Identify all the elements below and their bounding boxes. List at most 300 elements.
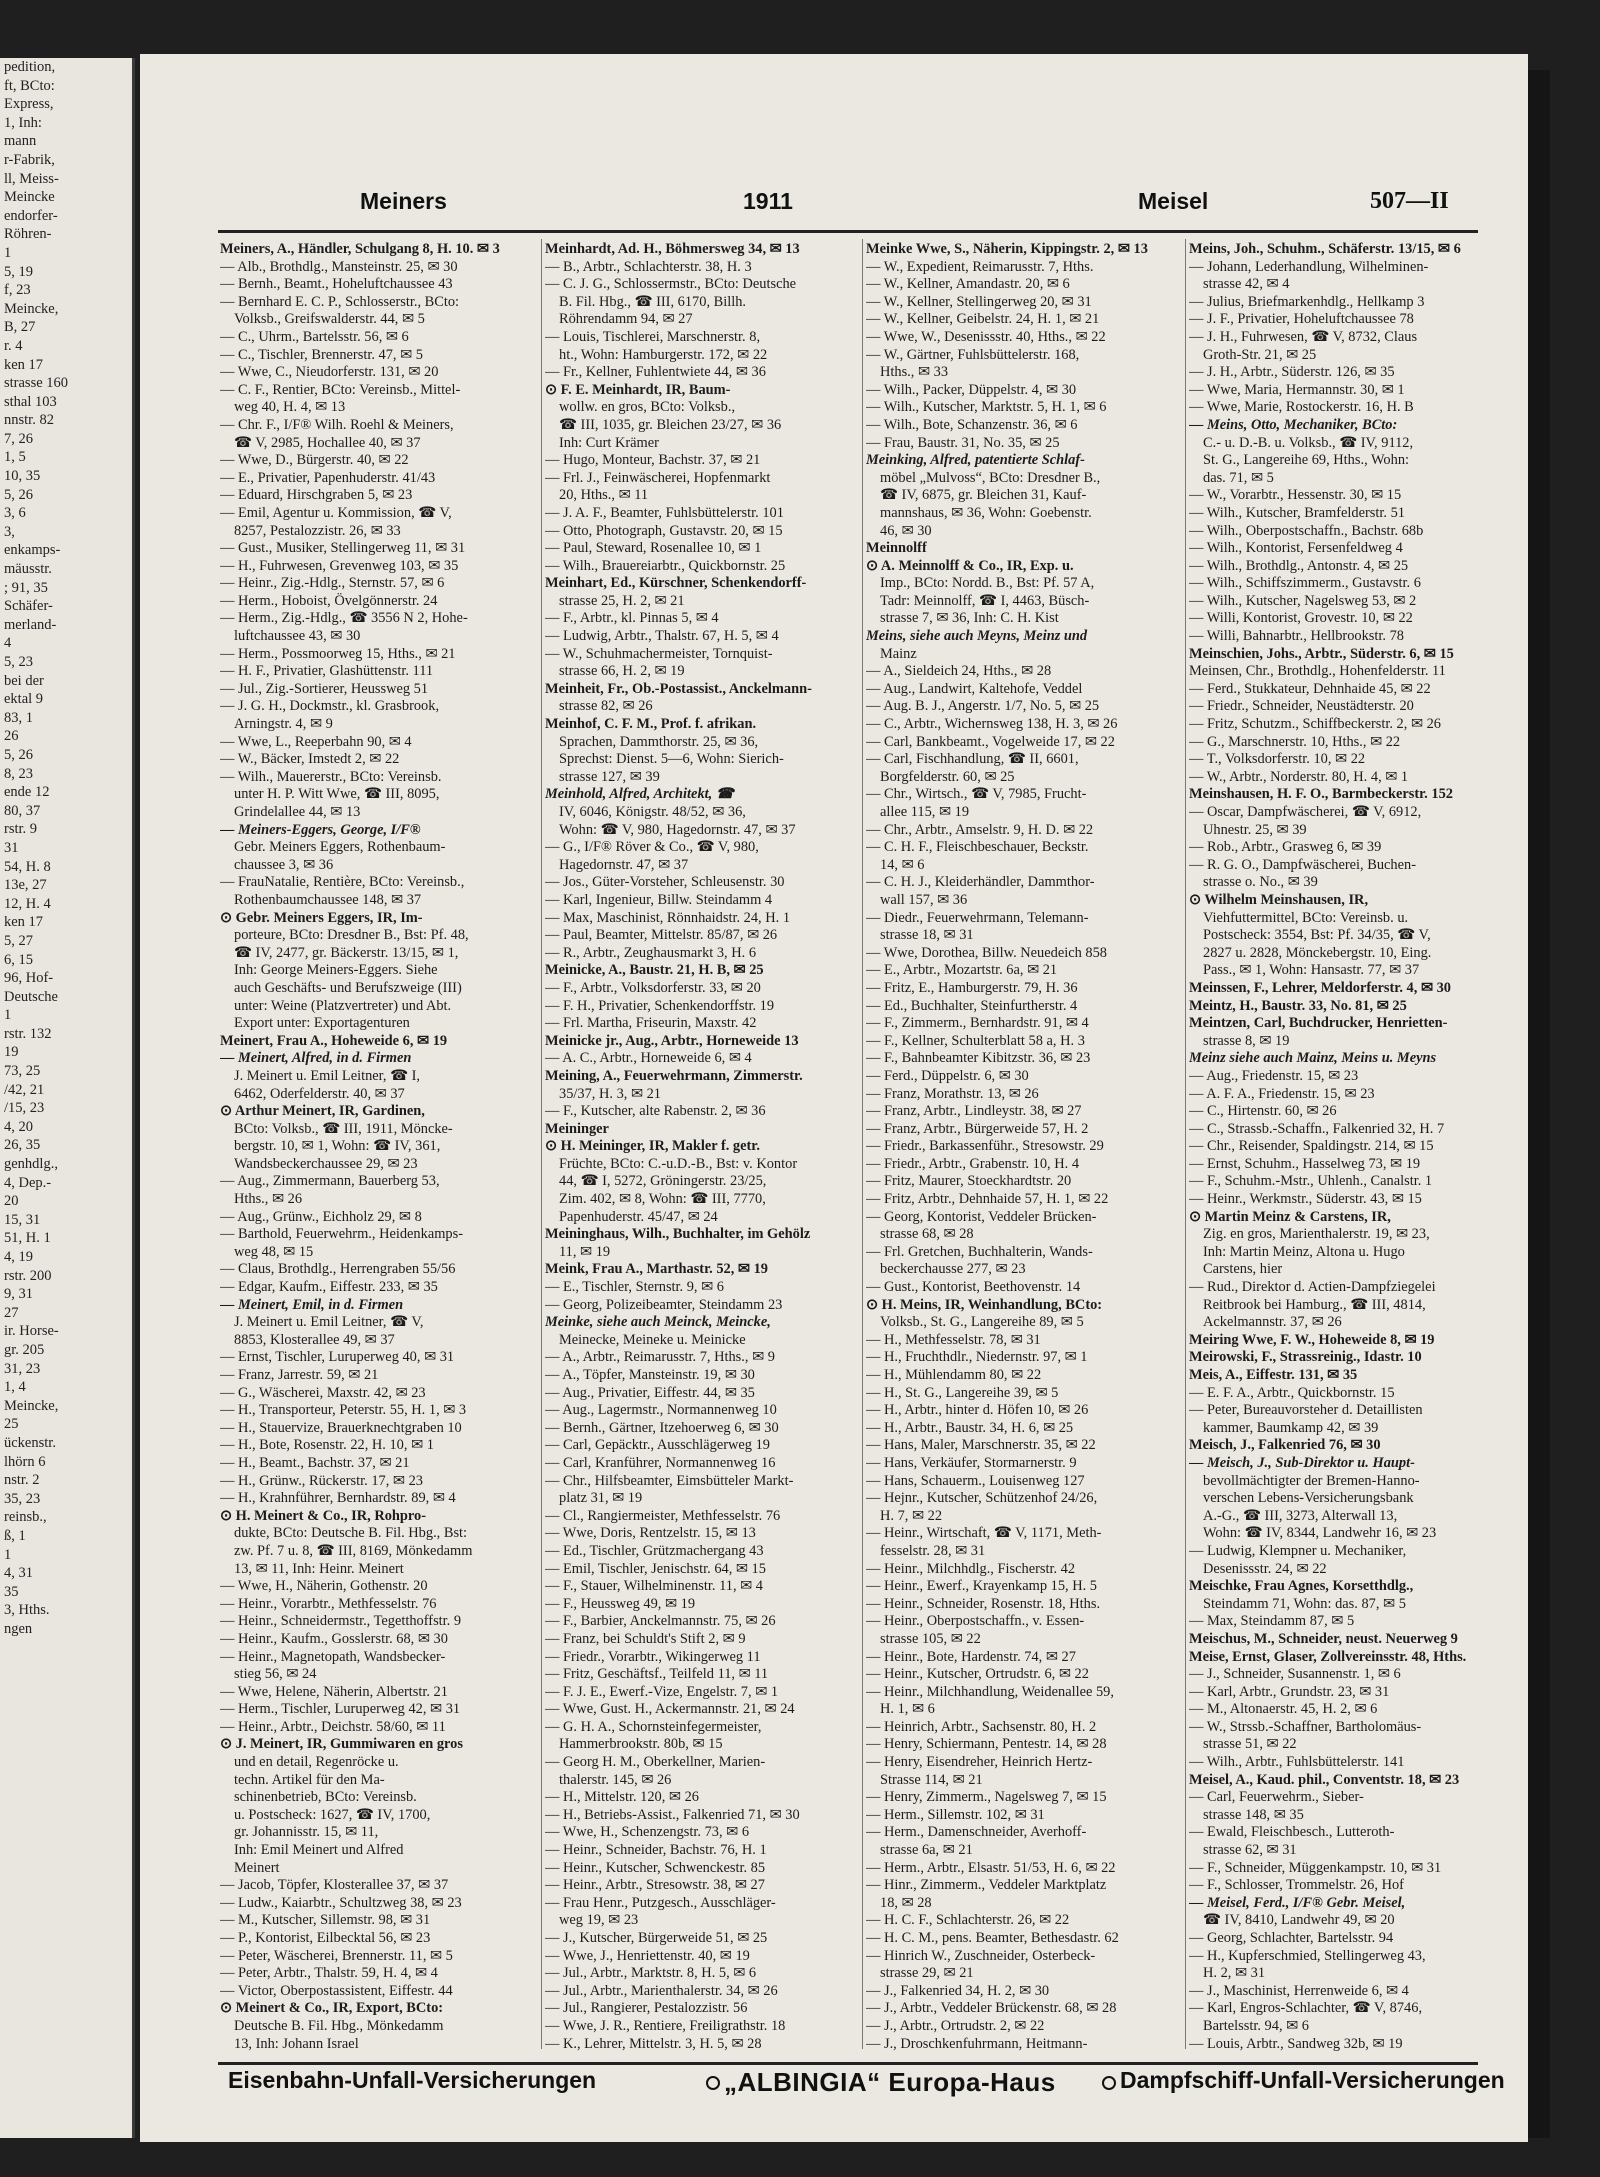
adjacent-page-fragment: 12, H. 4 bbox=[4, 895, 51, 912]
directory-entry-line: Hammerbrookstr. 80b, ✉ 15 bbox=[559, 1736, 723, 1753]
adjacent-page-fragment: ß, 1 bbox=[4, 1527, 26, 1544]
directory-entry-line: — Wilh., Brauereiarbtr., Quickbornstr. 25 bbox=[545, 557, 786, 574]
directory-entry-line: Meins, Joh., Schuhm., Schäferstr. 13/15, ✉ 6 bbox=[1189, 241, 1461, 257]
directory-entry-line: — Paul, Beamter, Mittelstr. 85/87, ✉ 26 bbox=[545, 927, 778, 944]
directory-entry-line: — J. F., Privatier, Hoheluftchaussee 78 bbox=[1189, 311, 1414, 328]
directory-entry-line: — Wilh., Arbtr., Fuhlsbüttelerstr. 141 bbox=[1189, 1754, 1405, 1771]
adjacent-page-fragment: reinsb., bbox=[4, 1509, 47, 1526]
directory-entry-line: allee 115, ✉ 19 bbox=[880, 804, 970, 820]
directory-entry-line: — Heinr., Schneider, Bachstr. 76, H. 1 bbox=[545, 1842, 767, 1859]
directory-entry-line: Meinhardt, Ad. H., Böhmersweg 34, ✉ 13 bbox=[545, 241, 800, 257]
directory-entry-line: Meisch, J., Falkenried 76, ✉ 30 bbox=[1189, 1437, 1381, 1454]
directory-entry-line: — H. C. M., pens. Beamter, Bethesdastr. 62 bbox=[866, 1930, 1119, 1946]
directory-entry-line: gr. Johannisstr. 15, ✉ 11, bbox=[234, 1824, 379, 1841]
directory-entry-line: — G., I/F® Röver & Co., ☎ V, 980, bbox=[545, 839, 759, 856]
directory-entry-line: Meinshausen, H. F. O., Barmbeckerstr. 152 bbox=[1189, 786, 1453, 803]
directory-entry-line: — Wwe, Helene, Näherin, Albertstr. 21 bbox=[220, 1683, 448, 1700]
directory-entry-line: — Herm., Possmoorweg 15, Hths., ✉ 21 bbox=[220, 645, 456, 662]
directory-entry-line: — F., Schuhm.-Mstr., Uhlenh., Canalstr. 1 bbox=[1189, 1173, 1433, 1190]
directory-entry-line: Meinhof, C. F. M., Prof. f. afrikan. bbox=[545, 716, 757, 733]
directory-entry-line: wall 157, ✉ 36 bbox=[880, 891, 968, 908]
directory-entry-line: St. G., Langereihe 69, Hths., Wohn: bbox=[1203, 452, 1410, 469]
directory-entry-line: — A. F. A., Friedenstr. 15, ✉ 23 bbox=[1189, 1085, 1375, 1102]
directory-entry-line: — Alb., Brothdlg., Mansteinstr. 25, ✉ 30 bbox=[220, 258, 458, 275]
adjacent-page-fragment: 5, 26 bbox=[4, 746, 33, 763]
directory-entry-line: — Wwe, H., Näherin, Gothenstr. 20 bbox=[220, 1578, 428, 1595]
directory-entry-line: H. 1, ✉ 6 bbox=[880, 1701, 935, 1718]
directory-entry-line: Meinheit, Fr., Ob.-Postassist., Anckelmann- bbox=[545, 680, 812, 697]
directory-entry-line: Wandsbeckerchaussee 29, ✉ 23 bbox=[234, 1155, 418, 1172]
directory-entry-line: Meinz siehe auch Mainz, Meins u. Meyns bbox=[1189, 1050, 1437, 1067]
directory-entry-line: Meise, Ernst, Glaser, Zollvereinsstr. 48, Hths. bbox=[1189, 1648, 1467, 1665]
directory-entry-line: — Karl, Ingenieur, Billw. Steindamm 4 bbox=[545, 891, 773, 908]
directory-entry-line: — Hinr., Zimmerm., Veddeler Marktplatz bbox=[866, 1877, 1107, 1894]
directory-entry-line: — Chr., Wirtsch., ☎ V, 7985, Frucht- bbox=[866, 786, 1087, 803]
directory-entry-line: — Oscar, Dampfwäscherei, ☎ V, 6912, bbox=[1189, 804, 1422, 820]
directory-entry-line: — F., Barbier, Anckelmannstr. 75, ✉ 26 bbox=[545, 1613, 776, 1630]
footer-bullet-icon bbox=[706, 2076, 720, 2090]
directory-entry-line: — Diedr., Feuerwehrmann, Telemann- bbox=[866, 909, 1089, 926]
directory-entry-line: Volksb., St. G., Langereihe 89, ✉ 5 bbox=[880, 1314, 1084, 1331]
directory-entry-line: — Barthold, Feuerwehrm., Heidenkamps- bbox=[220, 1226, 463, 1243]
adjacent-page-fragment: 20 bbox=[4, 1193, 19, 1210]
adjacent-page-fragment: merland- bbox=[4, 616, 57, 633]
adjacent-page-fragment: 31 bbox=[4, 839, 19, 856]
directory-entry-line: — Claus, Brothdlg., Herrengraben 55/56 bbox=[220, 1261, 456, 1278]
directory-entry-line: — J. H., Arbtr., Süderstr. 126, ✉ 35 bbox=[1189, 364, 1395, 381]
directory-entry-line: — A. C., Arbtr., Horneweide 6, ✉ 4 bbox=[545, 1050, 752, 1067]
directory-entry-line: — P., Kontorist, Eilbecktal 56, ✉ 23 bbox=[220, 1930, 431, 1946]
directory-entry-line: — Aug., Grünw., Eichholz 29, ✉ 8 bbox=[220, 1208, 422, 1225]
directory-entry-line: Imp., BCto: Nordd. B., Bst: Pf. 57 A, bbox=[880, 575, 1095, 592]
directory-entry-line: ☎ V, 2985, Hochallee 40, ✉ 37 bbox=[234, 434, 421, 451]
directory-entry-line: H. 2, ✉ 31 bbox=[1203, 1965, 1266, 1982]
directory-entry-line: Strasse 114, ✉ 21 bbox=[880, 1771, 983, 1788]
directory-entry-line: — Ernst, Schuhm., Hasselweg 73, ✉ 19 bbox=[1189, 1155, 1421, 1172]
directory-entry-line: Meinhold, Alfred, Architekt, ☎ bbox=[545, 786, 734, 803]
directory-entry-line: — J. H., Fuhrwesen, ☎ V, 8732, Claus bbox=[1189, 328, 1418, 345]
directory-entry-line: — Edgar, Kaufm., Eiffestr. 233, ✉ 35 bbox=[220, 1279, 438, 1296]
directory-entry-line: Uhnestr. 25, ✉ 39 bbox=[1203, 821, 1307, 838]
directory-entry-line: Viehfuttermittel, BCto: Vereinsb. u. bbox=[1203, 909, 1409, 926]
adjacent-page-fragment: ken 17 bbox=[4, 914, 44, 931]
directory-entry-line: — Carl, Gepäcktr., Ausschlägerweg 19 bbox=[545, 1437, 770, 1454]
directory-entry-line: Mainz bbox=[880, 645, 917, 662]
directory-entry-line: — J. G. H., Dockmstr., kl. Grasbrook, bbox=[220, 698, 440, 715]
directory-entry-line: — Herm., Hoboist, Övelgönnerstr. 24 bbox=[220, 592, 438, 609]
directory-entry-line: — Wilh., Mauererstr., BCto: Vereinsb. bbox=[220, 768, 442, 785]
directory-entry-line: — Heinr., Arbtr., Deichstr. 58/60, ✉ 11 bbox=[220, 1718, 446, 1735]
directory-entry-line: Grindelallee 44, ✉ 13 bbox=[234, 804, 361, 820]
directory-entry-line: Meinssen, F., Lehrer, Meldorferstr. 4, ✉ 30 bbox=[1189, 979, 1451, 996]
directory-entry-line: — Julius, Briefmarkenhdlg., Hellkamp 3 bbox=[1189, 293, 1425, 310]
adjacent-page-fragment: 1 bbox=[4, 244, 12, 261]
directory-entry-line: — G., Wäscherei, Maxstr. 42, ✉ 23 bbox=[220, 1384, 426, 1401]
directory-entry-line: H. 7, ✉ 22 bbox=[880, 1507, 943, 1524]
directory-entry-line: dukte, BCto: Deutsche B. Fil. Hbg., Bst: bbox=[234, 1525, 468, 1542]
directory-entry-line: ⊙ A. Meinnolff & Co., IR, Exp. u. bbox=[866, 557, 1074, 574]
directory-entry-line: — Chr., Hilfsbeamter, Eimsbütteler Markt- bbox=[545, 1472, 794, 1489]
directory-entry-line: Meischke, Frau Agnes, Korsetthdlg., bbox=[1189, 1578, 1414, 1595]
adjacent-page-fragment: endorfer- bbox=[4, 207, 58, 224]
directory-entry-line: u. Postscheck: 1627, ☎ IV, 1700, bbox=[234, 1806, 431, 1823]
directory-entry-line: — Karl, Engros-Schlachter, ☎ V, 8746, bbox=[1189, 2000, 1423, 2017]
directory-entry-line: — E., Privatier, Papenhuderstr. 41/43 bbox=[220, 469, 436, 486]
directory-entry-line: Meins, siehe auch Meyns, Meinz und bbox=[866, 628, 1088, 645]
directory-entry-line: — Wilh., Bote, Schanzenstr. 36, ✉ 6 bbox=[866, 416, 1078, 433]
adjacent-page-fragment: 10, 35 bbox=[4, 468, 41, 485]
directory-entry-line: — Georg, Schlachter, Bartelsstr. 94 bbox=[1189, 1930, 1394, 1946]
directory-entry-line: Pass., ✉ 1, Wohn: Hansastr. 77, ✉ 37 bbox=[1203, 962, 1420, 979]
directory-entry-line: — Wilh., Brothdlg., Antonstr. 4, ✉ 25 bbox=[1189, 557, 1409, 574]
directory-entry-line: — Willi, Kontorist, Grovestr. 10, ✉ 22 bbox=[1189, 610, 1413, 627]
directory-entry-line: 44, ☎ I, 5272, Gröningerstr. 23/25, bbox=[559, 1173, 767, 1190]
directory-entry-line: — Franz, Morathstr. 13, ✉ 26 bbox=[866, 1085, 1039, 1102]
directory-entry-line: zw. Pf. 7 u. 8, ☎ III, 8169, Mönkedamm bbox=[234, 1542, 473, 1559]
adjacent-page-fragment: Röhren- bbox=[4, 226, 52, 243]
directory-entry-line: — Fr., Kellner, Fuhlentwiete 44, ✉ 36 bbox=[545, 364, 766, 381]
adjacent-page-fragment: nnstr. 82 bbox=[4, 412, 54, 429]
directory-entry-line: — F., Kellner, Schulterblatt 58 a, H. 3 bbox=[866, 1032, 1085, 1049]
directory-entry-line: — Aug., Lagermstr., Normannenweg 10 bbox=[545, 1402, 777, 1419]
directory-entry-line: ☎ IV, 6875, gr. Bleichen 31, Kauf- bbox=[880, 487, 1087, 504]
directory-entry-line: — F., Heussweg 49, ✉ 19 bbox=[545, 1595, 696, 1612]
adjacent-page-fragment: 80, 37 bbox=[4, 802, 41, 819]
adjacent-page-fragment: 1 bbox=[4, 1546, 12, 1563]
directory-entry-line: — Wwe, Maria, Hermannstr. 30, ✉ 1 bbox=[1189, 381, 1405, 398]
directory-entry-line: — Wwe, Dorothea, Billw. Neuedeich 858 bbox=[866, 944, 1107, 961]
adjacent-page-fragment: mäusstr. bbox=[4, 561, 52, 578]
directory-entry-line: — Aug., Privatier, Eiffestr. 44, ✉ 35 bbox=[545, 1384, 755, 1401]
adjacent-page-fragment: 13e, 27 bbox=[4, 877, 47, 894]
running-header bbox=[140, 188, 1528, 228]
directory-entry-line: strasse 29, ✉ 21 bbox=[880, 1965, 974, 1982]
directory-entry-line: — Fritz, E., Hamburgerstr. 79, H. 36 bbox=[866, 979, 1078, 996]
directory-entry-line: — Hejnr., Kutscher, Schützenhof 24/26, bbox=[866, 1490, 1098, 1507]
directory-entry-line: Reitbrook bei Hamburg., ☎ III, 4814, bbox=[1203, 1296, 1426, 1313]
adjacent-page-fragment: ir. Horse- bbox=[4, 1323, 59, 1340]
directory-entry-line: — Wwe, C., Nieudorferstr. 131, ✉ 20 bbox=[220, 364, 439, 381]
adjacent-page-fragment: r. 4 bbox=[4, 337, 23, 354]
directory-entry-line: — Bernhard E. C. P., Schlosserstr., BCto: bbox=[220, 293, 460, 310]
directory-entry-line: thalerstr. 145, ✉ 26 bbox=[559, 1771, 672, 1788]
directory-entry-line: strasse 8, ✉ 19 bbox=[1203, 1032, 1290, 1049]
directory-entry-line: Zim. 402, ✉ 8, Wohn: ☎ III, 7770, bbox=[559, 1191, 766, 1208]
directory-entry-line: — H., Mühlendamm 80, ✉ 22 bbox=[866, 1367, 1042, 1383]
adjacent-page-fragment: 15, 31 bbox=[4, 1211, 41, 1228]
directory-entry-line: — E., Tischler, Sternstr. 9, ✉ 6 bbox=[545, 1279, 724, 1296]
directory-entry-line: techn. Artikel für den Ma- bbox=[234, 1771, 385, 1788]
directory-entry-line: J. Meinert u. Emil Leitner, ☎ V, bbox=[234, 1314, 424, 1331]
directory-entry-line: — C., Uhrm., Bartelsstr. 56, ✉ 6 bbox=[220, 328, 409, 345]
directory-entry-line: — Heinrich, Arbtr., Sachsenstr. 80, H. 2 bbox=[866, 1718, 1097, 1735]
directory-entry-line: weg 40, H. 4, ✉ 13 bbox=[234, 399, 346, 416]
directory-entry-line: — Herm., Sillemstr. 102, ✉ 31 bbox=[866, 1806, 1045, 1823]
directory-entry-line: bergstr. 10, ✉ 1, Wohn: ☎ IV, 361, bbox=[234, 1138, 441, 1155]
directory-entry-line: — Hugo, Monteur, Bachstr. 37, ✉ 21 bbox=[545, 452, 761, 469]
directory-entry-line: — Jul., Arbtr., Marienthalerstr. 34, ✉ 26 bbox=[545, 1982, 778, 1999]
directory-entry-line: — Aug. B. J., Angerstr. 1/7, No. 5, ✉ 25 bbox=[866, 698, 1100, 715]
directory-entry-line: — Jos., Güter-Vorsteher, Schleusenstr. 30 bbox=[545, 874, 785, 891]
directory-entry-line: — H. F., Privatier, Glashüttenstr. 111 bbox=[220, 663, 434, 680]
directory-entry-line: — J., Schneider, Susannenstr. 1, ✉ 6 bbox=[1189, 1666, 1401, 1683]
directory-entry-line: strasse 51, ✉ 22 bbox=[1203, 1736, 1297, 1753]
adjacent-page-fragment: 5, 26 bbox=[4, 486, 33, 503]
directory-entry-line: — Jul., Rangierer, Pestalozzistr. 56 bbox=[545, 2000, 748, 2017]
adjacent-page-fragment: 1, 4 bbox=[4, 1379, 26, 1396]
directory-entry-line: Meischus, M., Schneider, neust. Neuerweg 9 bbox=[1189, 1630, 1458, 1647]
directory-entry-line: Gebr. Meiners Eggers, Rothenbaum- bbox=[234, 839, 446, 856]
directory-entry-line: — Heinr., Vorarbtr., Methfesselstr. 76 bbox=[220, 1595, 437, 1612]
directory-entry-line: — Heinr., Arbtr., Stresowstr. 38, ✉ 27 bbox=[545, 1877, 765, 1894]
directory-entry-line: — Wwe, J. R., Rentiere, Freiligrathstr. 18 bbox=[545, 2017, 786, 2034]
adjacent-page-fragment: 1, 5 bbox=[4, 449, 26, 466]
directory-entry-line: strasse 82, ✉ 26 bbox=[559, 698, 653, 715]
directory-entry-line: — J., Droschkenfuhrmann, Heitmann- bbox=[866, 2035, 1088, 2051]
directory-entry-line: strasse 105, ✉ 22 bbox=[880, 1630, 981, 1647]
directory-entry-line: ht., Wohn: Hamburgerstr. 172, ✉ 22 bbox=[559, 346, 768, 363]
directory-entry-line: — H., Grünw., Rückerstr. 17, ✉ 23 bbox=[220, 1472, 423, 1489]
directory-entry-line: ☎ IV, 2477, gr. Bäckerstr. 13/15, ✉ 1, bbox=[234, 944, 459, 961]
directory-entry-line: Meinnolff bbox=[866, 540, 927, 557]
directory-entry-line: strasse 42, ✉ 4 bbox=[1203, 276, 1290, 293]
directory-entry-line: Meinert, Frau A., Hoheweide 6, ✉ 19 bbox=[220, 1032, 448, 1049]
directory-entry-line: — Wilh., Kutscher, Nagelsweg 53, ✉ 2 bbox=[1189, 592, 1417, 609]
directory-entry-line: — W., Gärtner, Fuhlsbüttelerstr. 168, bbox=[866, 346, 1080, 363]
directory-entry-line: — J. A. F., Beamter, Fuhlsbüttelerstr. 101 bbox=[545, 504, 784, 521]
directory-entry-line: — Franz, Arbtr., Bürgerweide 57, H. 2 bbox=[866, 1120, 1089, 1137]
directory-entry-line: — Georg, Polizeibeamter, Steindamm 23 bbox=[545, 1296, 783, 1313]
directory-entry-line: — T., Volksdorferstr. 10, ✉ 22 bbox=[1189, 751, 1366, 768]
directory-entry-line: — Fritz, Arbtr., Dehnhaide 57, H. 1, ✉ 22 bbox=[866, 1191, 1109, 1208]
directory-entry-line: Wohn: ☎ V, 980, Hagedornstr. 47, ✉ 37 bbox=[559, 821, 796, 838]
directory-entry-line: — Karl, Arbtr., Grundstr. 23, ✉ 31 bbox=[1189, 1683, 1390, 1700]
directory-entry-line: Meinicke, A., Baustr. 21, H. B, ✉ 25 bbox=[545, 962, 764, 979]
directory-entry-line: unter: Weine (Platzvertreter) und Abt. bbox=[234, 997, 452, 1014]
directory-entry-line: IV, 6046, Königstr. 48/52, ✉ 36, bbox=[559, 804, 746, 820]
directory-entry-line: 11, ✉ 19 bbox=[559, 1243, 611, 1260]
adjacent-page-fragment: f, 23 bbox=[4, 282, 31, 299]
directory-entry-line: Meisel, A., Kaud. phil., Conventstr. 18, ✉ 23 bbox=[1189, 1771, 1460, 1788]
adjacent-page-fragment: 26, 35 bbox=[4, 1137, 41, 1154]
directory-entry-line: — Heinr., Bote, Hardenstr. 74, ✉ 27 bbox=[866, 1648, 1076, 1665]
directory-entry-line: und en detail, Regenröcke u. bbox=[234, 1754, 399, 1771]
adjacent-page-fragment: 6, 15 bbox=[4, 951, 33, 968]
directory-entry-line: — Ludwig, Klempner u. Mechaniker, bbox=[1189, 1542, 1407, 1559]
directory-entry-line: strasse 66, H. 2, ✉ 19 bbox=[559, 663, 685, 680]
directory-entry-line: — A., Töpfer, Mansteinstr. 19, ✉ 30 bbox=[545, 1367, 755, 1383]
directory-entry-line: strasse 127, ✉ 39 bbox=[559, 768, 660, 785]
directory-entry-line: ⊙ Meinert & Co., IR, Export, BCto: bbox=[220, 2000, 444, 2017]
directory-entry-line: — Hans, Maler, Marschnerstr. 35, ✉ 22 bbox=[866, 1437, 1096, 1454]
directory-entry-line: — Heinr., Werkmstr., Süderstr. 43, ✉ 15 bbox=[1189, 1191, 1422, 1208]
adjacent-page-fragment: enkamps- bbox=[4, 542, 61, 559]
directory-entry-line: — Herm., Arbtr., Elsastr. 51/53, H. 6, ✉ 22 bbox=[866, 1859, 1116, 1876]
directory-entry-line: — Willi, Bahnarbtr., Hellbrookstr. 78 bbox=[1189, 628, 1404, 645]
adjacent-page-fragment: ken 17 bbox=[4, 356, 44, 373]
directory-entry-line: Früchte, BCto: C.-u.D.-B., Bst: v. Kontor bbox=[559, 1155, 798, 1172]
directory-entry-line: — Aug., Landwirt, Kaltehofe, Veddel bbox=[866, 680, 1083, 697]
directory-entry-line: — Ed., Buchhalter, Steinfurtherstr. 4 bbox=[866, 997, 1078, 1014]
directory-entry-line: — Wwe, Marie, Rostockerstr. 16, H. B bbox=[1189, 399, 1414, 416]
directory-entry-line: — Peter, Bureauvorsteher d. Detaillisten bbox=[1189, 1402, 1423, 1419]
directory-entry-line: — Wilh., Schiffszimmerm., Gustavstr. 6 bbox=[1189, 575, 1421, 592]
directory-entry-line: luftchaussee 43, ✉ 30 bbox=[234, 628, 361, 645]
directory-entry-line: strasse 7, ✉ 36, Inh: C. H. Kist bbox=[880, 610, 1059, 627]
directory-entry-line: — Wilh., Packer, Düppelstr. 4, ✉ 30 bbox=[866, 381, 1077, 398]
directory-entry-line: — Meiners-Eggers, George, I/F® bbox=[220, 821, 421, 838]
directory-entry-line: strasse 6a, ✉ 21 bbox=[880, 1842, 973, 1859]
directory-entry-line: — Henry, Schiermann, Pentestr. 14, ✉ 28 bbox=[866, 1736, 1107, 1753]
directory-entry-line: ⊙ Gebr. Meiners Eggers, IR, Im- bbox=[220, 909, 423, 926]
directory-entry-line: — H., Beamt., Bachstr. 37, ✉ 21 bbox=[220, 1454, 410, 1471]
directory-entry-line: Hths., ✉ 26 bbox=[234, 1191, 303, 1208]
directory-entry-line: — Ferd., Düppelstr. 6, ✉ 30 bbox=[866, 1067, 1029, 1084]
directory-entry-line: — F., Bahnbeamter Kibitzstr. 36, ✉ 23 bbox=[866, 1050, 1091, 1067]
directory-entry-line: — Ernst, Tischler, Luruperweg 40, ✉ 31 bbox=[220, 1349, 455, 1366]
adjacent-page-fragment: Meincke bbox=[4, 189, 55, 206]
header-page-number: 507—II bbox=[1370, 188, 1449, 214]
adjacent-page-fragment: 5, 27 bbox=[4, 932, 33, 949]
directory-entry-line: — W., Kellner, Amandastr. 20, ✉ 6 bbox=[866, 276, 1070, 293]
directory-entry-line: — Victor, Oberpostassistent, Eiffestr. 44 bbox=[220, 1982, 453, 1999]
directory-entry-line: — Gust., Kontorist, Beethovenstr. 14 bbox=[866, 1279, 1081, 1296]
directory-entry-line: — W., Kellner, Stellingerweg 20, ✉ 31 bbox=[866, 293, 1092, 310]
directory-entry-line: 6462, Oderfelderstr. 40, ✉ 37 bbox=[234, 1085, 405, 1102]
directory-entry-line: Meinert bbox=[234, 1859, 280, 1876]
directory-entry-line: — Jul., Arbtr., Marktstr. 8, H. 5, ✉ 6 bbox=[545, 1965, 757, 1982]
directory-entry-line: Meintz, H., Baustr. 33, No. 81, ✉ 25 bbox=[1189, 997, 1407, 1014]
directory-entry-line: weg 19, ✉ 23 bbox=[559, 1912, 639, 1929]
adjacent-page-fragment: 4, 31 bbox=[4, 1565, 33, 1582]
directory-entry-line: — Ferd., Stukkateur, Dehnhaide 45, ✉ 22 bbox=[1189, 680, 1431, 697]
directory-entry-line: verschen Lebens-Versicherungsbank bbox=[1203, 1490, 1414, 1507]
directory-entry-line: — Cl., Rangiermeister, Methfesselstr. 76 bbox=[545, 1507, 781, 1524]
directory-entry-line: — B., Arbtr., Schlachterstr. 38, H. 3 bbox=[545, 258, 752, 275]
directory-entry-line: — C., Strassb.-Schaffn., Falkenried 32, H. 7 bbox=[1189, 1120, 1445, 1137]
directory-entry-line: — F., Schneider, Müggenkampstr. 10, ✉ 31 bbox=[1189, 1859, 1442, 1876]
column-1 bbox=[220, 241, 538, 2051]
directory-entry-line: Carstens, hier bbox=[1203, 1261, 1283, 1278]
directory-entry-line: Meinsen, Chr., Brothdlg., Hohenfelderstr. 11 bbox=[1189, 663, 1446, 680]
column-divider bbox=[1185, 239, 1186, 2049]
directory-entry-line: — Meins, Otto, Mechaniker, BCto: bbox=[1189, 416, 1398, 433]
directory-entry-line: — F., Kutscher, alte Rabenstr. 2, ✉ 36 bbox=[545, 1103, 766, 1120]
directory-entry-line: — H., Arbtr., hinter d. Höfen 10, ✉ 26 bbox=[866, 1402, 1089, 1419]
directory-entry-line: — Franz, Jarrestr. 59, ✉ 21 bbox=[220, 1367, 379, 1383]
directory-entry-line: möbel „Mulvoss“, BCto: Dresdner B., bbox=[880, 469, 1101, 486]
directory-entry-line: Tadr: Meinnolff, ☎ I, 4463, Büsch- bbox=[880, 592, 1090, 609]
directory-entry-line: schinenbetrieb, BCto: Vereinsb. bbox=[234, 1789, 417, 1806]
directory-entry-line: beckerchausse 277, ✉ 23 bbox=[880, 1261, 1026, 1278]
directory-entry-line: — Franz, bei Schuldt's Stift 2, ✉ 9 bbox=[545, 1630, 746, 1647]
directory-entry-line: — Wilh., Kutscher, Bramfelderstr. 51 bbox=[1189, 504, 1405, 521]
directory-entry-line: — Meisel, Ferd., I/F® Gebr. Meisel, bbox=[1189, 1894, 1406, 1911]
directory-entry-line: Meininger bbox=[545, 1120, 609, 1137]
directory-entry-line: — Heinr., Kutscher, Ortrudstr. 6, ✉ 22 bbox=[866, 1666, 1089, 1683]
directory-entry-line: Wohn: ☎ IV, 8344, Landwehr 16, ✉ 23 bbox=[1203, 1525, 1437, 1542]
footer-left-ad: Eisenbahn-Unfall-Versicherungen bbox=[228, 2067, 597, 2093]
directory-entry-line: — Ewald, Fleischbesch., Lutteroth- bbox=[1189, 1824, 1395, 1841]
directory-entry-line: kammer, Baumkamp 42, ✉ 39 bbox=[1203, 1419, 1379, 1436]
adjacent-page-fragment: Meincke, bbox=[4, 300, 59, 317]
directory-entry-line: — H. C. F., Schlachterstr. 26, ✉ 22 bbox=[866, 1912, 1070, 1929]
directory-entry-line: bevollmächtigter der Bremen-Hanno- bbox=[1203, 1472, 1420, 1489]
directory-entry-line: — C., Hirtenstr. 60, ✉ 26 bbox=[1189, 1103, 1337, 1120]
directory-entry-line: — Chr., Reisender, Spaldingstr. 214, ✉ 15 bbox=[1189, 1138, 1434, 1155]
directory-entry-line: — Aug., Friedenstr. 15, ✉ 23 bbox=[1189, 1067, 1359, 1084]
directory-page bbox=[140, 54, 1528, 2142]
directory-entry-line: — Herm., Tischler, Luruperweg 42, ✉ 31 bbox=[220, 1701, 461, 1718]
directory-entry-line: A.-G., ☎ III, 3273, Alterwall 13, bbox=[1203, 1507, 1398, 1524]
directory-entry-line: — J., Arbtr., Ortrudstr. 2, ✉ 22 bbox=[866, 2017, 1045, 2034]
directory-entry-line: strasse 62, ✉ 31 bbox=[1203, 1842, 1297, 1859]
directory-entry-line: — H., Bote, Rosenstr. 22, H. 10, ✉ 1 bbox=[220, 1437, 434, 1454]
directory-entry-line: — Hans, Schauerm., Louisenweg 127 bbox=[866, 1472, 1085, 1489]
directory-entry-line: — Ludwig, Arbtr., Thalstr. 67, H. 5, ✉ 4 bbox=[545, 628, 779, 645]
advertisement-footer bbox=[218, 2067, 1505, 2107]
adjacent-page-fragment: ll, Meiss- bbox=[4, 170, 59, 187]
directory-entry-line: — Max, Maschinist, Rönnhaidstr. 24, H. 1 bbox=[545, 909, 791, 926]
directory-entry-line: — Fritz, Geschäftsf., Teilfeld 11, ✉ 11 bbox=[545, 1666, 769, 1683]
directory-entry-line: — Wilh., Kontorist, Fersenfeldweg 4 bbox=[1189, 540, 1403, 557]
directory-entry-line: — C. H. J., Kleiderhändler, Dammthor- bbox=[866, 874, 1095, 891]
directory-entry-line: — H., Stauervize, Brauerknechtgraben 10 bbox=[220, 1419, 462, 1436]
directory-entry-line: — Bernh., Gärtner, Itzehoerweg 6, ✉ 30 bbox=[545, 1419, 779, 1436]
adjacent-page-fragment: Deutsche bbox=[4, 988, 58, 1005]
adjacent-page-fragment: Schäfer- bbox=[4, 598, 53, 615]
directory-entry-line: — Heinr., Milchhandlung, Weidenallee 59, bbox=[866, 1683, 1114, 1700]
directory-entry-line: Postscheck: 3554, Bst: Pf. 34/35, ☎ V, bbox=[1203, 927, 1431, 944]
directory-entry-line: ⊙ J. Meinert, IR, Gummiwaren en gros bbox=[220, 1736, 463, 1753]
directory-entry-line: — F., Schlosser, Trommelstr. 26, Hof bbox=[1189, 1877, 1404, 1894]
directory-entry-line: — Meinert, Alfred, in d. Firmen bbox=[220, 1050, 412, 1067]
adjacent-page-fragment: gr. 205 bbox=[4, 1341, 45, 1358]
directory-entry-line: 46, ✉ 30 bbox=[880, 522, 932, 539]
adjacent-page-fragment: 96, Hof- bbox=[4, 970, 54, 987]
page-edge-shadow bbox=[1528, 70, 1550, 2138]
directory-entry-line: — Wwe, W., Desenissstr. 40, Hths., ✉ 22 bbox=[866, 328, 1106, 345]
directory-entry-line: — E., Arbtr., Mozartstr. 6a, ✉ 21 bbox=[866, 962, 1058, 979]
directory-entry-line: — H., Kupferschmied, Stellingerweg 43, bbox=[1189, 1947, 1426, 1964]
directory-entry-line: — Hans, Verkäufer, Stormarnerstr. 9 bbox=[866, 1454, 1077, 1471]
directory-entry-line: ⊙ Wilhelm Meinshausen, IR, bbox=[1189, 891, 1369, 908]
adjacent-page-fragment: 1 bbox=[4, 1007, 12, 1024]
directory-entry-line: — Georg H. M., Oberkellner, Marien- bbox=[545, 1754, 766, 1771]
footer-right-ad: Dampfschiff-Unfall-Versicherungen bbox=[1120, 2067, 1505, 2093]
directory-entry-line: — Wwe, H., Schenzengstr. 73, ✉ 6 bbox=[545, 1824, 750, 1841]
directory-entry-line: — Carl, Feuerwehrm., Sieber- bbox=[1189, 1789, 1364, 1806]
adjacent-page-fragment: 4 bbox=[4, 635, 12, 652]
directory-entry-line: — Friedr., Schneider, Neustädterstr. 20 bbox=[1189, 698, 1414, 715]
directory-entry-line: — Frau Henr., Putzgesch., Ausschläger- bbox=[545, 1894, 776, 1911]
column-3 bbox=[866, 241, 1182, 2051]
adjacent-page-fragment: 4, Dep.- bbox=[4, 1174, 52, 1191]
directory-entry-line: — Peter, Wäscherei, Brennerstr. 11, ✉ 5 bbox=[220, 1947, 453, 1964]
directory-entry-line: — C., Arbtr., Wichernsweg 138, H. 3, ✉ 26 bbox=[866, 716, 1118, 733]
directory-entry-line: — H., Betriebs-Assist., Falkenried 71, ✉ 30 bbox=[545, 1806, 800, 1823]
directory-entry-line: Meinicke jr., Aug., Arbtr., Horneweide 13 bbox=[545, 1032, 799, 1049]
adjacent-page-fragment: 4, 19 bbox=[4, 1249, 33, 1265]
directory-entry-line: ⊙ Arthur Meinert, IR, Gardinen, bbox=[220, 1103, 425, 1120]
directory-entry-line: ⊙ H. Meins, IR, Weinhandlung, BCto: bbox=[866, 1296, 1103, 1313]
adjacent-page-fragment: 26 bbox=[4, 728, 19, 745]
directory-entry-line: Hagedornstr. 47, ✉ 37 bbox=[559, 856, 689, 873]
directory-entry-line: — A., Arbtr., Reimarusstr. 7, Hths., ✉ 9 bbox=[545, 1349, 775, 1366]
header-year: 1911 bbox=[743, 188, 793, 214]
adjacent-page-fragment: 35 bbox=[4, 1583, 19, 1600]
adjacent-page-fragment: 9, 31 bbox=[4, 1286, 33, 1303]
